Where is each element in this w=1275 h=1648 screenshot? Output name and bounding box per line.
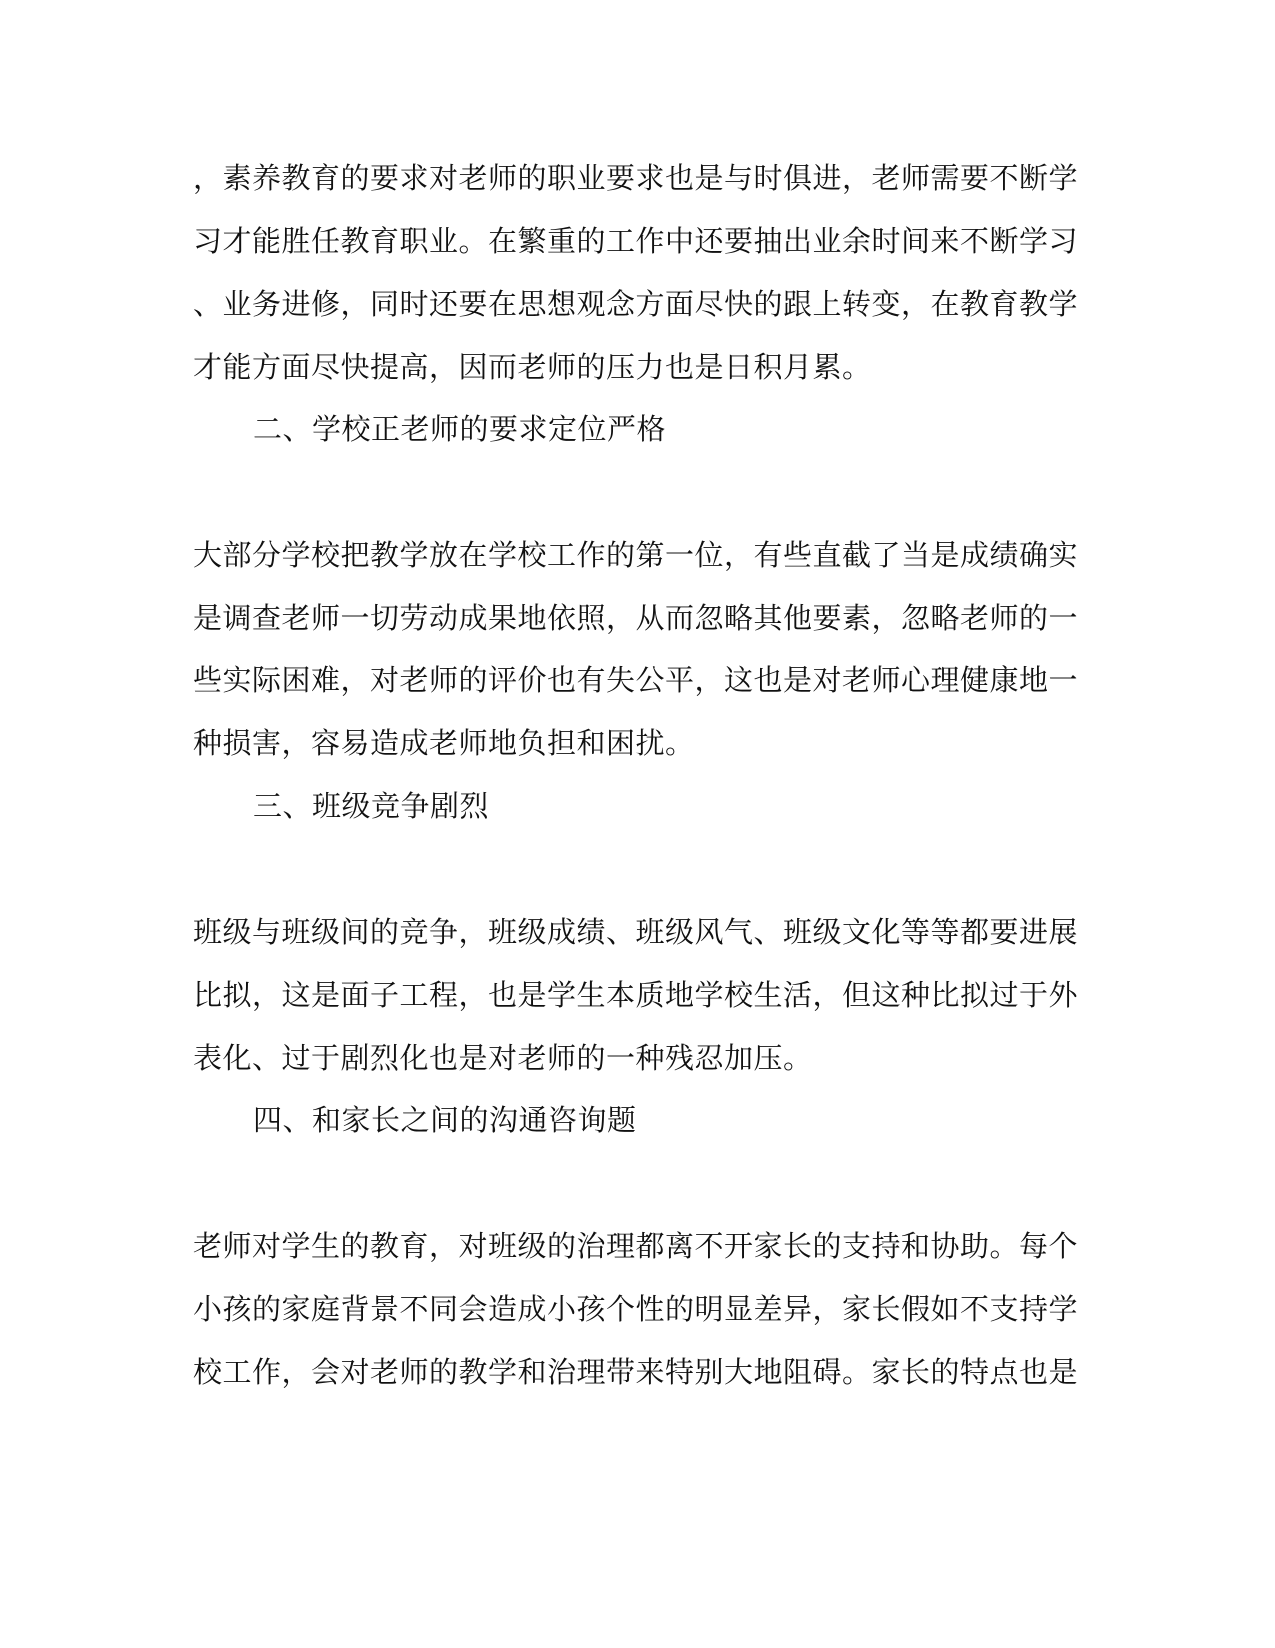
paragraph-4-line-3: 校工作，会对老师的教学和治理带来特别大地阻碍。家长的特点也是 [193,1355,1079,1389]
paragraph-4-line-2: 小孩的家庭背景不同会造成小孩个性的明显差异，家长假如不支持学 [193,1292,1079,1326]
section-heading-4: 四、和家长之间的沟通咨询题 [253,1103,637,1137]
section-heading-3: 三、班级竞争剧烈 [253,789,490,823]
paragraph-3-line-2: 比拟，这是面子工程，也是学生本质地学校生活，但这种比拟过于外 [193,978,1079,1012]
paragraph-3-line-1: 班级与班级间的竞争，班级成绩、班级风气、班级文化等等都要进展 [193,915,1079,949]
section-heading-2: 二、学校正老师的要求定位严格 [253,412,667,446]
paragraph-4-line-1: 老师对学生的教育，对班级的治理都离不开家长的支持和协助。每个 [193,1229,1079,1263]
paragraph-2-line-3: 些实际困难，对老师的评价也有失公平，这也是对老师心理健康地一 [193,663,1079,697]
paragraph-1-line-3: 、业务进修，同时还要在思想观念方面尽快的跟上转变，在教育教学 [193,287,1079,321]
paragraph-1-line-1: ，素养教育的要求对老师的职业要求也是与时俱进，老师需要不断学 [193,161,1079,195]
paragraph-1-line-2: 习才能胜任教育职业。在繁重的工作中还要抽出业余时间来不断学习 [193,224,1079,258]
paragraph-1-line-4: 才能方面尽快提高，因而老师的压力也是日积月累。 [193,350,872,384]
paragraph-3-line-3: 表化、过于剧烈化也是对老师的一种残忍加压。 [193,1041,813,1075]
paragraph-2-line-2: 是调查老师一切劳动成果地依照，从而忽略其他要素，忽略老师的一 [193,601,1079,635]
paragraph-2-line-4: 种损害，容易造成老师地负担和困扰。 [193,726,695,760]
paragraph-2-line-1: 大部分学校把教学放在学校工作的第一位，有些直截了当是成绩确实 [193,538,1079,572]
